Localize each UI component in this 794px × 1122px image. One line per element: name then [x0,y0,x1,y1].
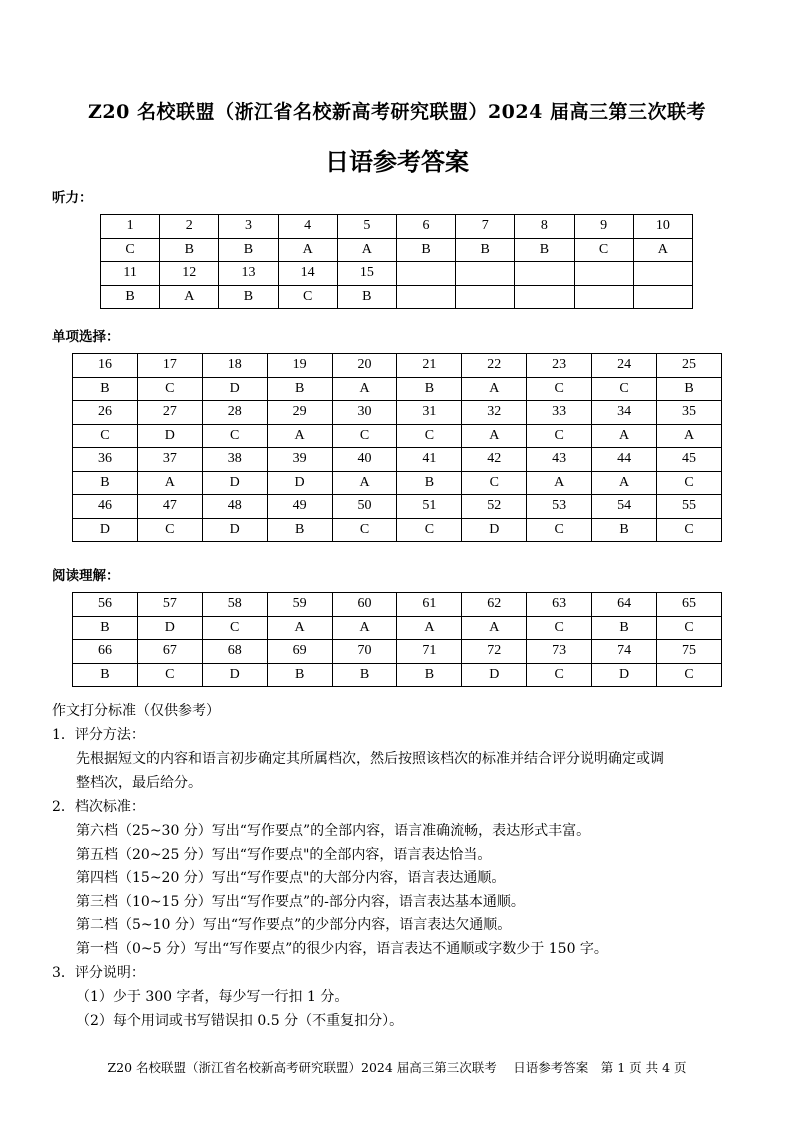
question-number-cell: 37 [137,448,202,472]
answer-cell: C [278,285,337,309]
answer-cell: B [101,285,160,309]
question-number-cell: 71 [397,640,462,664]
answer-cell: B [337,285,396,309]
question-number-cell: 4 [278,215,337,239]
single-choice-label: 单项选择： [52,329,120,345]
table-row [73,663,722,687]
answer-cell: C [137,518,202,542]
answer-cell: A [332,377,397,401]
table-row [73,424,722,448]
question-number-cell: 39 [267,448,332,472]
answer-cell: C [101,238,160,262]
question-number-cell: 3 [219,215,278,239]
answer-cell: A [397,616,462,640]
table-row [73,354,722,378]
question-number-cell: 67 [137,640,202,664]
answer-cell: D [202,377,267,401]
question-number-cell: 52 [462,495,527,519]
answer-cell: A [462,424,527,448]
table-row [73,518,722,542]
answer-cell [574,285,633,309]
table-row [101,238,693,262]
question-number-cell: 73 [527,640,592,664]
notes-title: 3．评分说明： [52,965,145,981]
answer-cell: D [202,518,267,542]
answer-cell: B [73,471,138,495]
question-number-cell: 23 [527,354,592,378]
question-number-cell: 45 [657,448,722,472]
answer-cell: D [137,424,202,448]
question-number-cell: 11 [101,262,160,286]
answer-cell: C [397,518,462,542]
question-number-cell: 21 [397,354,462,378]
answer-cell: B [267,663,332,687]
answer-cell: A [267,616,332,640]
question-number-cell: 60 [332,593,397,617]
answer-cell: C [657,663,722,687]
table-row [101,262,693,286]
answer-cell: D [462,518,527,542]
method-title: 1．评分方法： [52,727,145,743]
answer-cell: A [137,471,202,495]
answer-cell: A [633,238,692,262]
question-number-cell: 7 [456,215,515,239]
answer-cell: C [73,424,138,448]
answer-cell: B [657,377,722,401]
answer-cell: B [397,377,462,401]
answer-cell: B [397,663,462,687]
answer-cell: C [527,424,592,448]
answer-cell: C [137,663,202,687]
note-item: （2）每个用词或书写错误扣 0.5 分（不重复扣分）。 [76,1013,404,1029]
question-number-cell: 13 [219,262,278,286]
question-number-cell: 68 [202,640,267,664]
question-number-cell: 31 [397,401,462,425]
answer-cell: B [592,518,657,542]
answer-cell: A [592,424,657,448]
answer-cell: B [456,238,515,262]
question-number-cell: 24 [592,354,657,378]
table-row [73,616,722,640]
question-number-cell: 9 [574,215,633,239]
question-number-cell: 18 [202,354,267,378]
question-number-cell: 69 [267,640,332,664]
table-row [73,640,722,664]
level-item: 第一档（0~5 分）写出“写作要点”的很少内容，语言表达不通顺或字数少于 150 字。 [76,941,608,957]
document-title: Z20 名校联盟（浙江省名校新高考研究联盟）2024 届高三第三次联考 [88,101,706,123]
answer-cell: A [527,471,592,495]
question-number-cell: 75 [657,640,722,664]
question-number-cell: 8 [515,215,574,239]
answer-cell: D [202,663,267,687]
question-number-cell: 29 [267,401,332,425]
question-number-cell: 17 [137,354,202,378]
question-number-cell: 43 [527,448,592,472]
level-item: 第五档（20~25 分）写出“写作要点"的全部内容，语言表达恰当。 [76,847,492,863]
question-number-cell: 16 [73,354,138,378]
question-number-cell: 74 [592,640,657,664]
question-number-cell: 66 [73,640,138,664]
answer-cell: B [515,238,574,262]
answer-cell: D [202,471,267,495]
listening-answer-table [100,214,693,309]
answer-cell: C [527,616,592,640]
answer-cell [633,285,692,309]
question-number-cell: 70 [332,640,397,664]
answer-cell: B [332,663,397,687]
answer-cell: B [219,238,278,262]
question-number-cell: 38 [202,448,267,472]
question-number-cell: 2 [160,215,219,239]
table-row [73,401,722,425]
question-number-cell: 64 [592,593,657,617]
question-number-cell: 20 [332,354,397,378]
answer-cell: B [219,285,278,309]
question-number-cell: 61 [397,593,462,617]
levels-title: 2．档次标准： [52,799,145,815]
answer-cell: D [592,663,657,687]
table-row [73,495,722,519]
level-item: 第三档（10~15 分）写出“写作要点”的-部分内容，语言表达基本通顺。 [76,894,525,910]
answer-cell: A [462,377,527,401]
question-number-cell: 48 [202,495,267,519]
level-item: 第二档（5~10 分）写出“写作要点”的少部分内容，语言表达欠通顺。 [76,917,512,933]
level-item: 第四档（15~20 分）写出“写作要点"的大部分内容，语言表达通顺。 [76,870,506,886]
question-number-cell [456,262,515,286]
question-number-cell: 34 [592,401,657,425]
answer-cell: B [396,238,455,262]
answer-cell: C [332,424,397,448]
answer-cell: A [657,424,722,448]
answer-cell: C [527,377,592,401]
answer-cell: C [397,424,462,448]
question-number-cell: 47 [137,495,202,519]
question-number-cell: 63 [527,593,592,617]
table-row [73,448,722,472]
answer-cell: C [657,471,722,495]
answer-cell: A [332,471,397,495]
level-item: 第六档（25~30 分）写出“写作要点”的全部内容，语言准确流畅，表达形式丰富。 [76,823,591,839]
answer-cell: A [592,471,657,495]
question-number-cell: 1 [101,215,160,239]
question-number-cell: 53 [527,495,592,519]
answer-cell: B [267,377,332,401]
answer-cell: C [202,424,267,448]
question-number-cell [574,262,633,286]
answer-cell: C [137,377,202,401]
answer-cell: B [73,616,138,640]
question-number-cell: 62 [462,593,527,617]
question-number-cell: 26 [73,401,138,425]
answer-cell: B [73,663,138,687]
question-number-cell [633,262,692,286]
reading-label: 阅读理解： [52,568,120,584]
question-number-cell [515,262,574,286]
answer-cell: C [574,238,633,262]
answer-cell: A [332,616,397,640]
question-number-cell: 40 [332,448,397,472]
question-number-cell: 19 [267,354,332,378]
question-number-cell: 14 [278,262,337,286]
answer-cell [396,285,455,309]
question-number-cell: 55 [657,495,722,519]
question-number-cell: 15 [337,262,396,286]
question-number-cell: 30 [332,401,397,425]
question-number-cell: 27 [137,401,202,425]
question-number-cell: 42 [462,448,527,472]
question-number-cell: 50 [332,495,397,519]
question-number-cell: 36 [73,448,138,472]
question-number-cell: 41 [397,448,462,472]
question-number-cell: 56 [73,593,138,617]
answer-cell: B [397,471,462,495]
question-number-cell [396,262,455,286]
answer-cell: C [592,377,657,401]
answer-cell: A [278,238,337,262]
question-number-cell: 12 [160,262,219,286]
question-number-cell: 5 [337,215,396,239]
answer-cell: C [462,471,527,495]
answer-cell: B [160,238,219,262]
answer-cell: C [527,663,592,687]
question-number-cell: 35 [657,401,722,425]
question-number-cell: 49 [267,495,332,519]
question-number-cell: 59 [267,593,332,617]
question-number-cell: 57 [137,593,202,617]
table-row [101,215,693,239]
question-number-cell: 54 [592,495,657,519]
question-number-cell: 25 [657,354,722,378]
answer-cell: C [527,518,592,542]
question-number-cell: 22 [462,354,527,378]
table-row [101,285,693,309]
question-number-cell: 51 [397,495,462,519]
answer-cell: D [267,471,332,495]
answer-cell: B [592,616,657,640]
note-item: （1）少于 300 字者，每少写一行扣 1 分。 [76,989,349,1005]
question-number-cell: 46 [73,495,138,519]
answer-cell: A [337,238,396,262]
reading-answer-table [72,592,722,687]
answer-cell: A [267,424,332,448]
answer-cell: A [160,285,219,309]
listening-label: 听力： [52,190,93,206]
answer-cell: A [462,616,527,640]
question-number-cell: 32 [462,401,527,425]
answer-cell: B [73,377,138,401]
answer-cell [515,285,574,309]
document-subtitle: 日语参考答案 [325,147,469,176]
answer-cell: C [657,518,722,542]
question-number-cell: 33 [527,401,592,425]
single-choice-answer-table [72,353,722,542]
method-text-line-2: 整档次，最后给分。 [76,775,202,791]
page-footer: Z20 名校联盟（浙江省名校新高考研究联盟）2024 届高三第三次联考 日语参考答案 第 1 页 共 4 页 [107,1060,687,1075]
answer-cell: C [657,616,722,640]
answer-cell: C [202,616,267,640]
question-number-cell: 6 [396,215,455,239]
question-number-cell: 28 [202,401,267,425]
answer-cell: B [267,518,332,542]
table-row [73,377,722,401]
answer-cell: C [332,518,397,542]
question-number-cell: 10 [633,215,692,239]
method-text-line-1: 先根据短文的内容和语言初步确定其所属档次，然后按照该档次的标准并结合评分说明确定或调 [76,751,664,767]
question-number-cell: 72 [462,640,527,664]
answer-cell: D [73,518,138,542]
essay-heading: 作文打分标准（仅供参考） [52,703,220,719]
question-number-cell: 65 [657,593,722,617]
question-number-cell: 58 [202,593,267,617]
table-row [73,471,722,495]
table-row [73,593,722,617]
question-number-cell: 44 [592,448,657,472]
answer-cell [456,285,515,309]
answer-cell: D [462,663,527,687]
answer-cell: D [137,616,202,640]
